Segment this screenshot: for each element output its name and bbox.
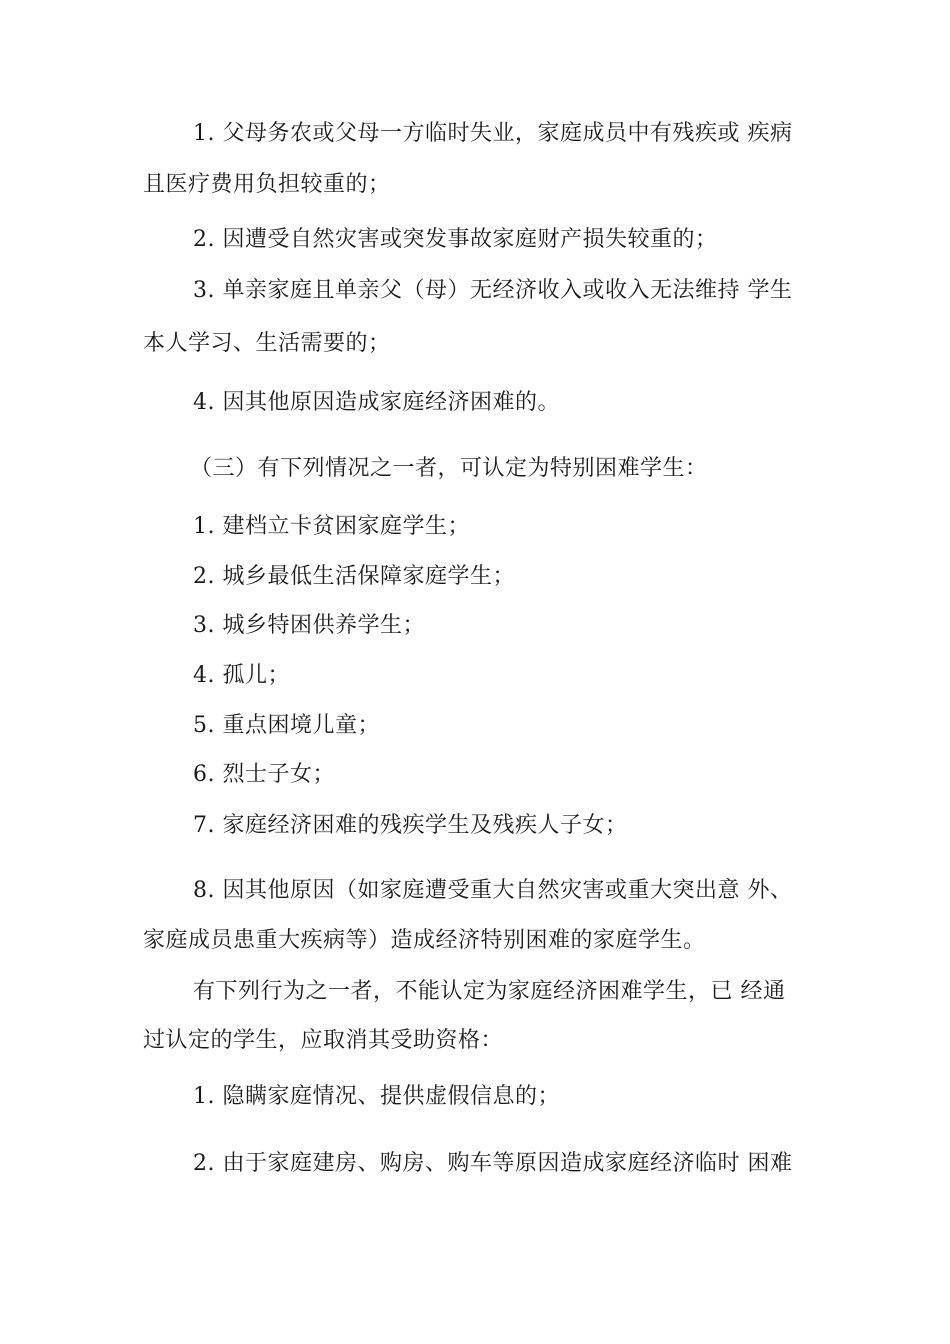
text-line-6: 4. 因其他原因造成家庭经济困难的。 bbox=[193, 390, 560, 415]
text-line-9: 2. 城乡最低生活保障家庭学生； bbox=[193, 564, 515, 589]
text-line-1: 1. 父母务农或父母一方临时失业，家庭成员中有残疾或 疾病 bbox=[193, 121, 793, 146]
text-line-14: 7. 家庭经济困难的残疾学生及残疾人子女； bbox=[193, 813, 628, 838]
text-line-19: 1. 隐瞒家庭情况、提供虚假信息的； bbox=[193, 1084, 560, 1109]
text-line-12: 5. 重点困境儿童； bbox=[193, 713, 380, 738]
text-line-8: 1. 建档立卡贫困家庭学生； bbox=[193, 514, 470, 539]
text-line-7: （三）有下列情况之一者，可认定为特别困难学生： bbox=[190, 456, 708, 481]
text-line-3: 2. 因遭受自然灾害或突发事故家庭财产损失较重的； bbox=[193, 227, 718, 252]
text-line-16: 家庭成员患重大疾病等）造成经济特别困难的家庭学生。 bbox=[143, 928, 706, 953]
text-line-10: 3. 城乡特困供养学生； bbox=[193, 613, 425, 638]
text-line-4: 3. 单亲家庭且单亲父（母）无经济收入或收入无法维持 学生 bbox=[193, 278, 793, 303]
text-line-13: 6. 烈士子女； bbox=[193, 762, 335, 787]
text-line-20: 2. 由于家庭建房、购房、购车等原因造成家庭经济临时 困难 bbox=[193, 1151, 793, 1176]
text-line-11: 4. 孤儿； bbox=[193, 663, 290, 688]
text-line-2: 且医疗费用负担较重的； bbox=[143, 172, 391, 197]
text-line-15: 8. 因其他原因（如家庭遭受重大自然灾害或重大突出意 外、 bbox=[193, 878, 793, 903]
text-line-18: 过认定的学生，应取消其受助资格： bbox=[143, 1028, 504, 1053]
text-line-17: 有下列行为之一者，不能认定为家庭经济困难学生，已 经通 bbox=[193, 979, 786, 1004]
text-line-5: 本人学习、生活需要的； bbox=[143, 331, 391, 356]
